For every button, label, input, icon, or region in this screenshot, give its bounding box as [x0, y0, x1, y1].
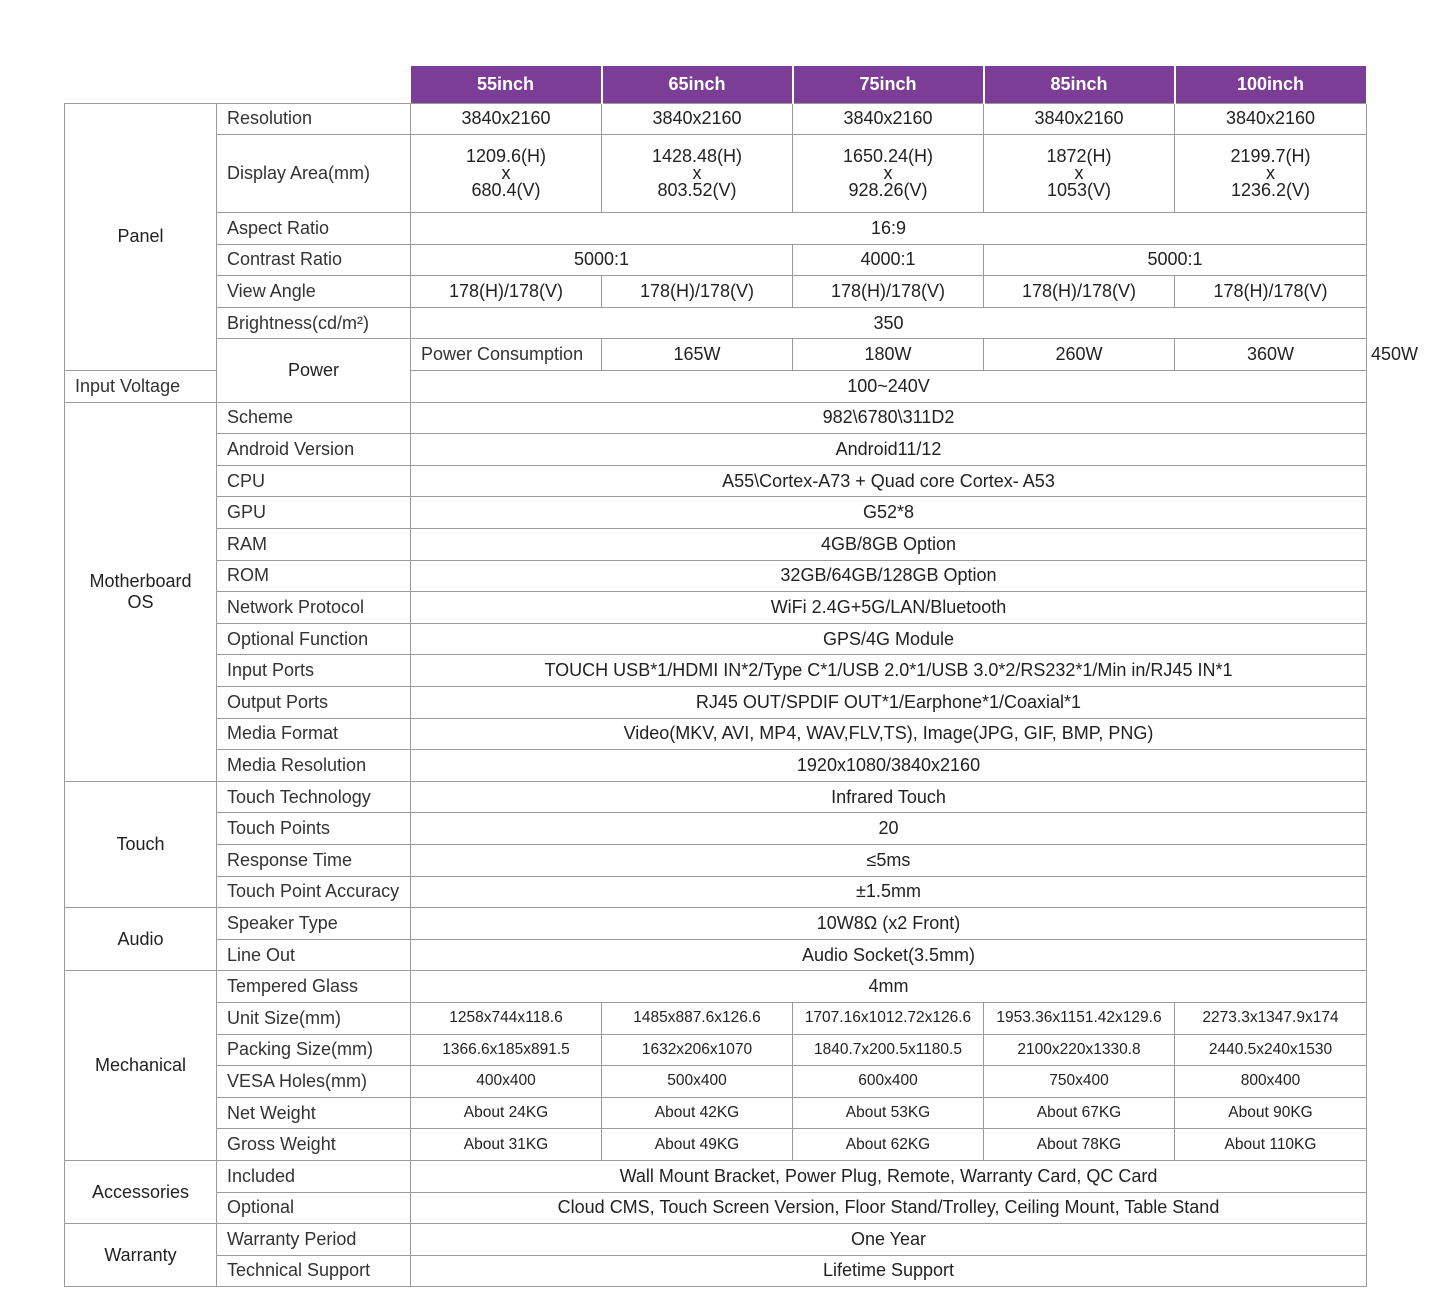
cell-value: 10W8Ω (x2 Front)	[411, 908, 1367, 940]
table-row	[65, 876, 1367, 908]
row-label: Resolution	[217, 103, 411, 135]
cell-value: 1840.7x200.5x1180.5	[793, 1034, 984, 1066]
cell-value: Cloud CMS, Touch Screen Version, Floor Stand/Trolley, Ceiling Mount, Table Stand	[411, 1192, 1367, 1224]
table-row	[65, 718, 1367, 750]
cell-value: Android11/12	[411, 434, 1367, 466]
table-row	[65, 1066, 1367, 1098]
table-row	[65, 244, 1367, 276]
row-label: Aspect Ratio	[217, 213, 411, 245]
cell-value: RJ45 OUT/SPDIF OUT*1/Earphone*1/Coaxial*1	[411, 687, 1367, 719]
cell-value: 800x400	[1175, 1066, 1367, 1098]
table-row	[65, 276, 1367, 308]
cell-value: 178(H)/178(V)	[1175, 276, 1367, 308]
table-row	[65, 1160, 1367, 1192]
category-touch: Touch	[65, 781, 217, 907]
table-row	[65, 1097, 1367, 1129]
row-label: Input Voltage	[65, 371, 217, 403]
cell-value: 180W	[793, 339, 984, 371]
table-row	[65, 844, 1367, 876]
category-motherboard-os: Motherboard OS	[65, 402, 217, 781]
table-row	[65, 1034, 1367, 1066]
cell-value: 2100x220x1330.8	[984, 1034, 1175, 1066]
cell-value: A55\Cortex-A73 + Quad core Cortex- A53	[411, 465, 1367, 497]
table-row	[65, 213, 1367, 245]
cell-value: 1258x744x118.6	[411, 1002, 602, 1034]
cell-value: 165W	[602, 339, 793, 371]
cell-value: 2440.5x240x1530	[1175, 1034, 1367, 1066]
table-row	[65, 1224, 1367, 1256]
category-power: Power	[217, 339, 411, 402]
cell-value: ≤5ms	[411, 844, 1367, 876]
row-label: GPU	[217, 497, 411, 529]
header-65inch: 65inch	[602, 66, 793, 103]
table-row	[65, 529, 1367, 561]
table-row	[65, 623, 1367, 655]
row-label: Contrast Ratio	[217, 244, 411, 276]
cell-value: 178(H)/178(V)	[984, 276, 1175, 308]
table-row	[65, 1129, 1367, 1161]
table-row	[65, 939, 1367, 971]
cell-value: 360W	[1175, 339, 1367, 371]
row-label: Net Weight	[217, 1097, 411, 1129]
cell-value: 1650.24(H) x 928.26(V)	[793, 135, 984, 213]
cell-value: About 53KG	[793, 1097, 984, 1129]
header-55inch: 55inch	[411, 66, 602, 103]
table-row	[65, 307, 1367, 339]
cell-value: 1920x1080/3840x2160	[411, 750, 1367, 782]
header-row	[65, 66, 1367, 103]
cell-value: 4000:1	[793, 244, 984, 276]
row-label: Media Format	[217, 718, 411, 750]
cell-value: 32GB/64GB/128GB Option	[411, 560, 1367, 592]
row-label: Tempered Glass	[217, 971, 411, 1003]
row-label: View Angle	[217, 276, 411, 308]
table-row	[65, 813, 1367, 845]
table-row	[65, 655, 1367, 687]
row-label: Touch Point Accuracy	[217, 876, 411, 908]
cell-value: 3840x2160	[411, 103, 602, 135]
cell-value: 1953.36x1151.42x129.6	[984, 1002, 1175, 1034]
row-label: Touch Technology	[217, 781, 411, 813]
table-row	[65, 497, 1367, 529]
cell-value: 1366.6x185x891.5	[411, 1034, 602, 1066]
row-label: CPU	[217, 465, 411, 497]
header-85inch: 85inch	[984, 66, 1175, 103]
cell-value: 3840x2160	[1175, 103, 1367, 135]
cell-value: 1707.16x1012.72x126.6	[793, 1002, 984, 1034]
cell-value: 350	[411, 307, 1367, 339]
row-label: Included	[217, 1160, 411, 1192]
cell-value: 750x400	[984, 1066, 1175, 1098]
cell-value: 600x400	[793, 1066, 984, 1098]
table-row	[65, 402, 1367, 434]
cell-value: Infrared Touch	[411, 781, 1367, 813]
table-row	[65, 1002, 1367, 1034]
cell-value: About 31KG	[411, 1129, 602, 1161]
cell-value: 982\6780\311D2	[411, 402, 1367, 434]
category-warranty: Warranty	[65, 1224, 217, 1287]
cell-value: TOUCH USB*1/HDMI IN*2/Type C*1/USB 2.0*1/USB 3.0*2/RS232*1/Min in/RJ45 IN*1	[411, 655, 1367, 687]
cell-value: 4GB/8GB Option	[411, 529, 1367, 561]
table-row	[65, 908, 1367, 940]
category-mechanical: Mechanical	[65, 971, 217, 1161]
cell-value: 178(H)/178(V)	[602, 276, 793, 308]
cell-value: About 67KG	[984, 1097, 1175, 1129]
cell-value: 260W	[984, 339, 1175, 371]
row-label: Brightness(cd/m²)	[217, 307, 411, 339]
header-blank	[65, 66, 411, 103]
row-label: Speaker Type	[217, 908, 411, 940]
cell-value: One Year	[411, 1224, 1367, 1256]
cell-value: 5000:1	[984, 244, 1367, 276]
table-row	[65, 434, 1367, 466]
header-75inch: 75inch	[793, 66, 984, 103]
row-label: Input Ports	[217, 655, 411, 687]
cell-value: About 49KG	[602, 1129, 793, 1161]
cell-value: G52*8	[411, 497, 1367, 529]
cell-value: About 24KG	[411, 1097, 602, 1129]
row-label: Optional Function	[217, 623, 411, 655]
cell-value: 16:9	[411, 213, 1367, 245]
cell-value: 20	[411, 813, 1367, 845]
row-label: Unit Size(mm)	[217, 1002, 411, 1034]
header-100inch: 100inch	[1175, 66, 1367, 103]
row-label: Warranty Period	[217, 1224, 411, 1256]
cell-value: 1632x206x1070	[602, 1034, 793, 1066]
cell-value: WiFi 2.4G+5G/LAN/Bluetooth	[411, 592, 1367, 624]
table-row	[65, 687, 1367, 719]
cell-value: 2199.7(H) x 1236.2(V)	[1175, 135, 1367, 213]
cell-value: 1209.6(H) x 680.4(V)	[411, 135, 602, 213]
table-row	[65, 1255, 1367, 1287]
cell-value: Wall Mount Bracket, Power Plug, Remote, Warranty Card, QC Card	[411, 1160, 1367, 1192]
cell-value: ±1.5mm	[411, 876, 1367, 908]
row-label: Scheme	[217, 402, 411, 434]
cell-value: About 78KG	[984, 1129, 1175, 1161]
table-row	[65, 465, 1367, 497]
cell-value: Audio Socket(3.5mm)	[411, 939, 1367, 971]
cell-value: 400x400	[411, 1066, 602, 1098]
table-row	[65, 971, 1367, 1003]
table-row	[65, 560, 1367, 592]
cell-value: About 110KG	[1175, 1129, 1367, 1161]
cell-value: About 42KG	[602, 1097, 793, 1129]
row-label: Output Ports	[217, 687, 411, 719]
cell-value: Lifetime Support	[411, 1255, 1367, 1287]
category-audio: Audio	[65, 908, 217, 971]
table-row: Power Power Consumption 165W 180W 260W 360W 450W	[65, 339, 1367, 371]
category-panel: Panel	[65, 103, 217, 371]
category-accessories: Accessories	[65, 1160, 217, 1223]
table-row	[65, 781, 1367, 813]
cell-value: 3840x2160	[793, 103, 984, 135]
cell-value: GPS/4G Module	[411, 623, 1367, 655]
row-label: ROM	[217, 560, 411, 592]
cell-value: About 62KG	[793, 1129, 984, 1161]
row-label: Optional	[217, 1192, 411, 1224]
spec-table	[64, 66, 1419, 1287]
cell-value: 178(H)/178(V)	[793, 276, 984, 308]
table-row	[65, 1192, 1367, 1224]
table-row	[65, 750, 1367, 782]
row-label: Line Out	[217, 939, 411, 971]
cell-value: 5000:1	[411, 244, 793, 276]
table-row	[65, 592, 1367, 624]
cell-value: 3840x2160	[602, 103, 793, 135]
table-row	[65, 135, 1367, 213]
row-label: VESA Holes(mm)	[217, 1066, 411, 1098]
row-label: Power Consumption	[411, 339, 602, 371]
row-label: Display Area(mm)	[217, 135, 411, 213]
cell-value: 1485x887.6x126.6	[602, 1002, 793, 1034]
cell-value: 500x400	[602, 1066, 793, 1098]
row-label: Technical Support	[217, 1255, 411, 1287]
cell-value: 4mm	[411, 971, 1367, 1003]
row-label: Gross Weight	[217, 1129, 411, 1161]
row-label: Response Time	[217, 844, 411, 876]
cell-value: 178(H)/178(V)	[411, 276, 602, 308]
cell-value: About 90KG	[1175, 1097, 1367, 1129]
row-label: Touch Points	[217, 813, 411, 845]
row-label: RAM	[217, 529, 411, 561]
table-row	[65, 103, 1367, 135]
row-label: Media Resolution	[217, 750, 411, 782]
row-label: Network Protocol	[217, 592, 411, 624]
row-label: Android Version	[217, 434, 411, 466]
cell-value: 3840x2160	[984, 103, 1175, 135]
row-label: Packing Size(mm)	[217, 1034, 411, 1066]
cell-value: 2273.3x1347.9x174	[1175, 1002, 1367, 1034]
cell-value: Video(MKV, AVI, MP4, WAV,FLV,TS), Image(JPG, GIF, BMP, PNG)	[411, 718, 1367, 750]
cell-value: 100~240V	[411, 371, 1367, 403]
cell-value: 1872(H) x 1053(V)	[984, 135, 1175, 213]
cell-value: 1428.48(H) x 803.52(V)	[602, 135, 793, 213]
